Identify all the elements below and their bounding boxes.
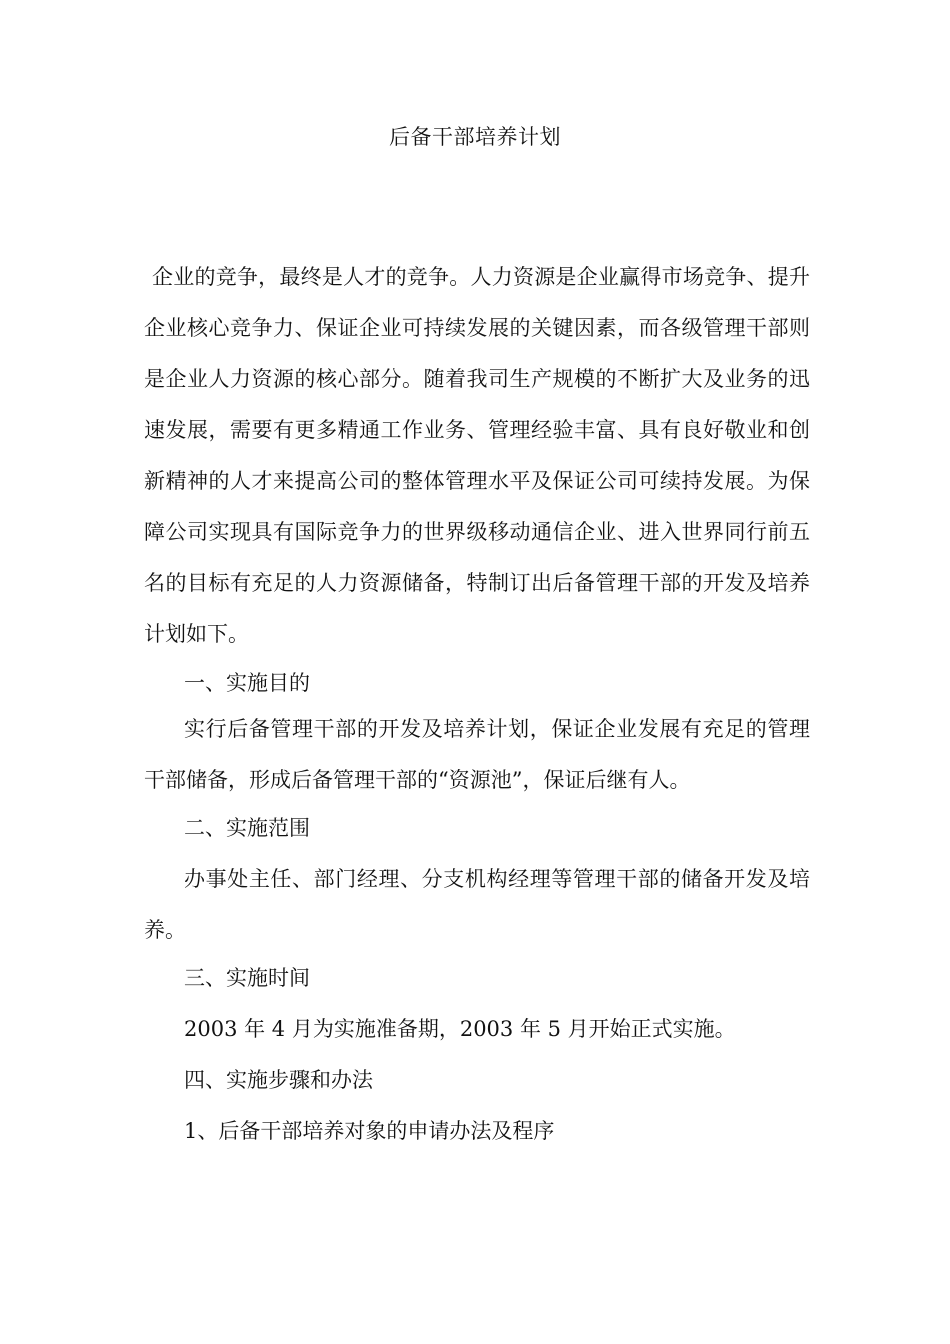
section-heading-purpose: 一、实施目的 <box>184 671 310 695</box>
intro-paragraph: 企业的竞争，最终是人才的竞争。人力资源是企业赢得市场竞争、提升企业核心竞争力、保证企业可持续发展的关键因素，而各级管理干部则是企业人力资源的核心部分。随着我司生产规模的不断扩大及业务的迅速发展，需要有更多精通工作业务、管理经验丰富、具有良好敬业和创新精神的人才来提高公司的整体管理水平及保证公司可续持发展。为保障公司实现具有国际竞争力的世界级移动通信企业、进入世界同行前五名的目标有充足的人力资源储备，特制订出后备管理干部的开发及培养计划如下。 <box>144 265 810 646</box>
section-body-purpose: 实行后备管理干部的开发及培养计划，保证企业发展有充足的管理干部储备，形成后备管理干部的“资源池”，保证后继有人。 <box>144 717 810 792</box>
section-heading-time: 三、实施时间 <box>184 966 310 990</box>
section-body-time: 2003 年 4 月为实施准备期，2003 年 5 月开始正式实施。 <box>184 1017 736 1041</box>
section-body-scope: 办事处主任、部门经理、分支机构经理等管理干部的储备开发及培养。 <box>144 867 810 942</box>
section-heading-scope: 二、实施范围 <box>184 816 310 840</box>
document-title: 后备干部培养计划 <box>389 125 561 149</box>
section-subheading-application: 1、后备干部培养对象的申请办法及程序 <box>184 1119 555 1143</box>
section-heading-steps: 四、实施步骤和办法 <box>184 1068 373 1092</box>
